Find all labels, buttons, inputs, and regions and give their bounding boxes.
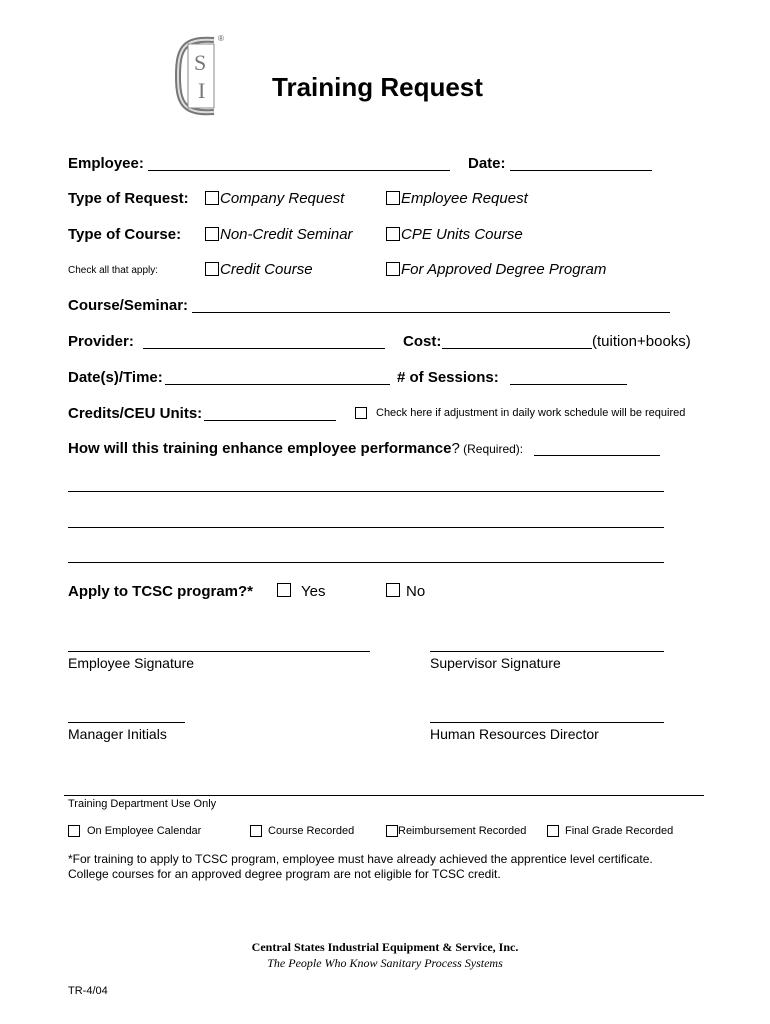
- non-credit-seminar-checkbox[interactable]: [205, 227, 219, 241]
- on-calendar-label: On Employee Calendar: [87, 825, 202, 837]
- type-of-request-label: Type of Request:: [68, 190, 189, 207]
- date-field[interactable]: [510, 156, 652, 171]
- employee-signature-label: Employee Signature: [68, 655, 195, 671]
- credits-ceu-field[interactable]: [204, 406, 336, 421]
- employee-field[interactable]: [148, 156, 450, 171]
- course-seminar-field[interactable]: [192, 298, 670, 313]
- tcsc-yes-checkbox[interactable]: [277, 583, 291, 597]
- tcsc-yes-label: Yes: [301, 583, 326, 600]
- required-note: (Required):: [459, 442, 524, 456]
- type-of-course-label: Type of Course:: [68, 226, 182, 243]
- supervisor-signature-label: Supervisor Signature: [430, 655, 561, 671]
- check-all-note: Check all that apply:: [68, 265, 159, 276]
- cost-field[interactable]: [442, 334, 592, 349]
- training-dept-heading: Training Department Use Only: [68, 798, 217, 810]
- enhance-inline-field[interactable]: [534, 441, 660, 456]
- tuition-books-note: (tuition+books): [592, 333, 691, 350]
- employee-signature-line[interactable]: [68, 651, 370, 652]
- on-calendar-checkbox[interactable]: [68, 825, 80, 837]
- reimbursement-recorded-label: Reimbursement Recorded: [398, 825, 527, 837]
- tcsc-no-label: No: [406, 583, 426, 600]
- employee-request-label: Employee Request: [401, 190, 528, 207]
- final-grade-label: Final Grade Recorded: [565, 825, 674, 837]
- hr-director-line[interactable]: [430, 722, 664, 723]
- enhance-question-text: How will this training enhance employee performance: [68, 440, 452, 457]
- enhance-line-2[interactable]: [68, 513, 664, 528]
- cpe-units-course-checkbox[interactable]: [386, 227, 400, 241]
- provider-field[interactable]: [143, 334, 385, 349]
- sessions-field[interactable]: [510, 370, 627, 385]
- logo-letter-i: I: [198, 78, 206, 103]
- company-request-checkbox[interactable]: [205, 191, 219, 205]
- dates-time-label: Date(s)/Time:: [68, 369, 163, 386]
- approved-degree-label: For Approved Degree Program: [401, 261, 607, 278]
- enhance-question: [68, 440, 523, 458]
- credits-ceu-label: Credits/CEU Units:: [68, 405, 203, 422]
- apply-tcsc-label: Apply to TCSC program?*: [68, 583, 254, 600]
- cpe-units-course-label: CPE Units Course: [401, 226, 523, 243]
- footnote-line-1: *For training to apply to TCSC program, employee must have already achieved the apprentice level certificate.: [68, 852, 653, 866]
- course-recorded-checkbox[interactable]: [250, 825, 262, 837]
- provider-label: Provider:: [68, 333, 134, 350]
- page-title: Training Request: [272, 72, 483, 102]
- tcsc-no-checkbox[interactable]: [386, 583, 400, 597]
- enhance-line-3[interactable]: [68, 548, 664, 563]
- enhance-line-1[interactable]: [68, 477, 664, 492]
- sessions-label: # of Sessions:: [397, 369, 499, 386]
- company-request-label: Company Request: [220, 190, 345, 207]
- training-dept-divider: [64, 795, 704, 796]
- logo-registered-mark: ®: [218, 34, 224, 43]
- approved-degree-checkbox[interactable]: [386, 262, 400, 276]
- manager-initials-line[interactable]: [68, 722, 185, 723]
- footnote-line-2: College courses for an approved degree program are not eligible for TCSC credit.: [68, 867, 501, 881]
- adjustment-checkbox[interactable]: [355, 407, 367, 419]
- course-recorded-label: Course Recorded: [268, 825, 355, 837]
- reimbursement-recorded-checkbox[interactable]: [386, 825, 398, 837]
- dates-time-field[interactable]: [165, 370, 390, 385]
- company-logo: [174, 34, 226, 118]
- manager-initials-label: Manager Initials: [68, 726, 167, 742]
- company-name: Central States Industrial Equipment & Service, Inc.: [251, 940, 519, 954]
- csi-logo-graphic: [174, 34, 226, 118]
- form-code: TR-4/04: [68, 985, 108, 997]
- company-tagline: The People Who Know Sanitary Process Systems: [267, 956, 503, 970]
- enhance-question-mark: ?: [451, 440, 460, 457]
- adjustment-note: Check here if adjustment in daily work schedule will be required: [376, 407, 686, 419]
- employee-label: Employee:: [68, 155, 144, 172]
- date-label: Date:: [468, 155, 506, 172]
- hr-director-label: Human Resources Director: [430, 726, 599, 742]
- credit-course-label: Credit Course: [220, 261, 313, 278]
- non-credit-seminar-label: Non-Credit Seminar: [220, 226, 353, 243]
- employee-request-checkbox[interactable]: [386, 191, 400, 205]
- final-grade-checkbox[interactable]: [547, 825, 559, 837]
- course-seminar-label: Course/Seminar:: [68, 297, 189, 314]
- credit-course-checkbox[interactable]: [205, 262, 219, 276]
- supervisor-signature-line[interactable]: [430, 651, 664, 652]
- cost-label: Cost:: [403, 333, 442, 350]
- logo-letter-s: S: [194, 50, 207, 75]
